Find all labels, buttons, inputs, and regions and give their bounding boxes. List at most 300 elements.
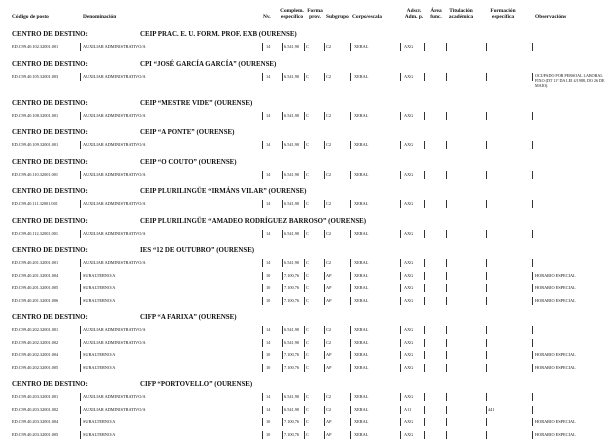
cell-separator [532,259,533,267]
cell-separator [324,230,325,238]
cell-separator [446,141,447,149]
cell-separator [486,418,487,426]
cell-separator [486,406,487,414]
cell-complemento: 7.100,76 [284,352,300,357]
cell-separator [350,339,351,347]
centro-destino-label: CENTRO DE DESTINO: [12,129,88,136]
cell-adscricion: AXG [404,352,414,357]
table-row [0,71,615,88]
centro-destino-name: CPI “JOSÉ GARCÍA GARCÍA” (OURENSE) [140,60,277,68]
cell-forma: C [306,352,309,357]
cell-separator [532,339,533,347]
cell-denominacion: AUXILIAR ADMINISTRATIVO/A [83,112,146,118]
centro-destino-label: CENTRO DE DESTINO: [12,314,88,321]
cell-forma: C [306,327,309,332]
cell-codigo: ED.C99.40.202.32001.005 [12,364,59,370]
cell-separator [262,364,263,372]
cell-separator [282,339,283,347]
cell-separator [532,43,533,51]
table-row [0,295,615,307]
cell-separator [324,73,325,81]
cell-separator [324,339,325,347]
cell-separator [80,406,81,414]
table-row [0,139,615,151]
cell-separator [262,326,263,334]
cell-denominacion: SUBALTERNO/A [83,272,116,278]
cell-subgrupo: AP [326,419,332,424]
cell-codigo: ED.C99.40.102.32001.001 [12,44,59,49]
cell-separator [350,171,351,179]
cell-separator [446,171,447,179]
cell-separator [324,406,325,414]
cell-complemento: 7.100,76 [284,431,300,437]
cell-observacions: HORARIO ESPECIAL [535,352,576,357]
cell-observacions: HORARIO ESPECIAL [535,272,576,278]
centro-destino-name: CEIP “MESTRE VIDE” (OURENSE) [140,99,253,107]
cell-separator [324,326,325,334]
cell-separator [324,171,325,179]
column-header-nivel: Nv. [263,14,271,20]
cell-separator [424,284,425,292]
cell-corpo: XERAL [354,419,369,424]
cell-separator [304,112,305,120]
centro-destino-label: CENTRO DE DESTINO: [12,247,88,254]
centro-destino-name: CIFP “PORTOVELLO” (OURENSE) [140,381,253,388]
cell-complemento: 6.541,90 [284,394,300,399]
cell-separator [400,351,401,359]
cell-separator [486,230,487,238]
cell-separator [424,418,425,426]
cell-separator [400,326,401,334]
cell-separator [400,393,401,401]
cell-separator [350,230,351,238]
cell-corpo: XERAL [354,339,369,345]
cell-separator [424,364,425,372]
cell-separator [304,351,305,359]
cell-forma: C [306,297,309,303]
cell-forma: C [306,406,309,412]
cell-separator [486,393,487,401]
cell-separator [486,326,487,334]
centro-destino-name: CEIP “A PONTE” (OURENSE) [140,129,235,136]
cell-separator [486,73,487,81]
cell-separator [324,418,325,426]
cell-observacions: HORARIO ESPECIAL [535,431,576,437]
column-header-titulacion: Titulación académica [448,8,474,20]
cell-separator [282,272,283,280]
cell-codigo: ED.C99.40.201.32001.001 [12,260,59,265]
cell-codigo: ED.C99.40.201.32001.005 [12,285,59,290]
cell-nivel: 14 [266,260,271,265]
cell-forma: C [306,260,309,265]
cell-separator [304,73,305,81]
cell-separator [446,393,447,401]
cell-separator [304,200,305,208]
centro-destino-name: CIFP “A FARIXA” (OURENSE) [140,314,237,321]
cell-separator [262,393,263,401]
cell-corpo: XERAL [354,171,369,177]
cell-separator [80,431,81,439]
cell-adscricion: AXG [404,73,414,79]
cell-separator [282,364,283,372]
cell-separator [400,171,401,179]
cell-separator [400,364,401,372]
cell-corpo: XERAL [354,201,369,206]
cell-separator [304,43,305,51]
cell-complemento: 7.100,76 [284,419,300,424]
cell-separator [282,200,283,208]
cell-separator [532,171,533,179]
cell-complemento: 6.541,90 [284,73,300,79]
table-row [0,41,615,53]
cell-separator [262,351,263,359]
cell-observacions: HORARIO ESPECIAL [535,419,576,424]
cell-separator [486,297,487,305]
cell-separator [80,351,81,359]
cell-nivel: 10 [266,352,271,357]
cell-corpo: XERAL [354,394,369,399]
cell-complemento: 6.541,90 [284,230,300,236]
cell-separator [400,431,401,439]
cell-nivel: 14 [266,327,271,332]
cell-separator [350,418,351,426]
cell-separator [486,171,487,179]
cell-separator [350,284,351,292]
cell-separator [446,259,447,267]
cell-separator [424,272,425,280]
table-row [0,337,615,349]
cell-separator [80,393,81,401]
cell-forma: C [306,73,309,79]
cell-forma: C [306,112,309,118]
column-header-codigo: Código de posto [12,14,49,20]
cell-separator [262,272,263,280]
cell-separator [262,431,263,439]
cell-separator [486,351,487,359]
cell-separator [350,364,351,372]
cell-nivel: 14 [266,230,271,236]
cell-adscricion: AXG [404,272,414,278]
cell-complemento: 6.541,90 [284,112,300,118]
cell-nivel: 14 [266,44,271,49]
cell-separator [532,112,533,120]
table-row [0,257,615,269]
cell-separator [350,326,351,334]
cell-codigo: ED.C99.40.202.32001.002 [12,339,59,345]
cell-codigo: ED.C99.40.201.32001.004 [12,272,59,278]
cell-forma: C [306,44,309,49]
cell-separator [424,259,425,267]
cell-separator [80,200,81,208]
cell-separator [350,351,351,359]
cell-separator [304,259,305,267]
cell-separator [350,297,351,305]
cell-separator [446,230,447,238]
cell-corpo: XERAL [354,142,369,147]
cell-adscricion: A11 [404,406,412,412]
cell-denominacion: AUXILIAR ADMINISTRATIVO/A [83,339,146,345]
cell-separator [80,364,81,372]
cell-subgrupo: AP [326,364,332,370]
cell-forma: C [306,431,309,437]
cell-separator [424,431,425,439]
cell-separator [262,171,263,179]
cell-separator [424,43,425,51]
cell-separator [446,418,447,426]
cell-codigo: ED.C99.40.111.32001.001 [12,201,58,206]
cell-separator [282,297,283,305]
cell-adscricion: AXG [404,230,414,236]
cell-separator [446,297,447,305]
centro-destino-label: CENTRO DE DESTINO: [12,60,88,68]
cell-separator [304,284,305,292]
cell-denominacion: SUBALTERNO/A [83,364,116,370]
cell-subgrupo: C2 [326,142,332,147]
cell-subgrupo: C2 [326,394,332,399]
cell-separator [80,43,81,51]
cell-adscricion: AXG [404,201,414,206]
table-row [0,416,615,428]
table-row [0,169,615,181]
cell-observacions: HORARIO ESPECIAL [535,285,576,290]
cell-adscricion: AXG [404,394,414,399]
cell-adscricion: AXG [404,364,414,370]
cell-separator [424,112,425,120]
cell-separator [324,272,325,280]
cell-separator [324,200,325,208]
table-row [0,349,615,361]
cell-separator [282,73,283,81]
cell-separator [446,272,447,280]
cell-separator [262,259,263,267]
cell-codigo: ED.C99.40.203.32001.001 [12,394,59,399]
cell-subgrupo: C2 [326,406,332,412]
cell-separator [80,297,81,305]
column-header-corpo: Corpo/escala [352,14,382,20]
cell-separator [446,326,447,334]
cell-codigo: ED.C99.40.108.32001.001 [12,112,59,118]
cell-denominacion: AUXILIAR ADMINISTRATIVO/A [83,406,146,412]
cell-denominacion: AUXILIAR ADMINISTRATIVO/A [83,73,146,79]
cell-forma: C [306,142,309,147]
cell-separator [424,351,425,359]
cell-separator [80,272,81,280]
cell-separator [262,339,263,347]
table-row [0,282,615,294]
cell-complemento: 6.541,90 [284,171,300,177]
cell-separator [446,406,447,414]
cell-separator [304,326,305,334]
cell-separator [282,393,283,401]
cell-separator [282,418,283,426]
cell-subgrupo: AP [326,285,332,290]
cell-adscricion: AXG [404,339,414,345]
cell-corpo: XERAL [354,327,369,332]
cell-complemento: 7.100,76 [284,272,300,278]
cell-forma: C [306,419,309,424]
cell-separator [532,351,533,359]
cell-separator [324,351,325,359]
centro-destino-label: CENTRO DE DESTINO: [12,217,88,225]
cell-separator [446,73,447,81]
cell-separator [350,272,351,280]
column-header-observacions: Observacións [535,14,567,20]
cell-corpo: XERAL [354,297,369,303]
cell-separator [324,141,325,149]
cell-nivel: 14 [266,112,271,118]
cell-separator [532,326,533,334]
cell-denominacion: SUBALTERNO/A [83,352,116,357]
cell-complemento: 6.541,90 [284,327,300,332]
cell-separator [400,284,401,292]
cell-separator [446,284,447,292]
cell-separator [282,171,283,179]
cell-separator [80,418,81,426]
cell-separator [80,284,81,292]
cell-separator [350,200,351,208]
cell-subgrupo: AP [326,297,332,303]
cell-separator [532,230,533,238]
cell-separator [282,326,283,334]
column-header-adscricion: Adscr. Adm. p. [404,8,424,20]
cell-separator [486,284,487,292]
cell-adscricion: AXG [404,112,414,118]
cell-nivel: 14 [266,201,271,206]
cell-nivel: 14 [266,171,271,177]
centro-destino-label: CENTRO DE DESTINO: [12,381,88,388]
cell-forma: C [306,171,309,177]
column-header-denominacion: Denominación [83,14,117,20]
cell-complemento: 7.100,76 [284,297,300,303]
cell-forma: C [306,201,309,206]
cell-separator [532,364,533,372]
cell-separator [262,200,263,208]
cell-separator [532,406,533,414]
cell-subgrupo: AP [326,272,332,278]
cell-subgrupo: C2 [326,44,332,49]
cell-codigo: ED.C99.40.202.32001.001 [12,327,59,332]
cell-separator [350,393,351,401]
column-header-area: Área func. [430,8,442,20]
centro-destino-name: CEIP “O COUTO” (OURENSE) [140,158,237,166]
cell-separator [304,230,305,238]
cell-separator [350,141,351,149]
cell-denominacion: SUBALTERNO/A [83,419,116,424]
column-header-forma: Forma prov. [307,8,323,20]
cell-separator [424,230,425,238]
cell-adscricion: AXG [404,44,414,49]
cell-separator [324,43,325,51]
cell-adscricion: AXG [404,297,414,303]
cell-separator [262,418,263,426]
cell-separator [446,339,447,347]
cell-nivel: 14 [266,339,271,345]
column-header-formacion: Formación específica [490,8,516,20]
cell-separator [446,112,447,120]
column-header-complemento: Complem. específico [280,8,304,20]
cell-separator [400,406,401,414]
cell-separator [282,259,283,267]
cell-corpo: XERAL [354,406,369,412]
column-header-subgrupo: Subgrupo [326,14,349,20]
cell-separator [446,364,447,372]
cell-nivel: 10 [266,364,271,370]
cell-corpo: XERAL [354,44,369,49]
cell-separator [304,272,305,280]
cell-separator [400,43,401,51]
cell-separator [400,339,401,347]
table-row [0,110,615,122]
cell-separator [532,284,533,292]
cell-separator [304,339,305,347]
cell-observacions: HORARIO ESPECIAL [535,297,576,303]
cell-adscricion: AXG [404,285,414,290]
cell-separator [400,272,401,280]
cell-separator [424,297,425,305]
cell-separator [350,431,351,439]
cell-separator [282,230,283,238]
cell-separator [282,351,283,359]
cell-denominacion: AUXILIAR ADMINISTRATIVO/A [83,201,146,206]
cell-separator [80,112,81,120]
cell-denominacion: AUXILIAR ADMINISTRATIVO/A [83,230,146,236]
cell-separator [80,171,81,179]
cell-forma: C [306,394,309,399]
cell-separator [262,297,263,305]
cell-nivel: 14 [266,73,271,79]
centro-destino-label: CENTRO DE DESTINO: [12,99,88,107]
cell-adscricion: AXG [404,431,414,437]
cell-subgrupo: C2 [326,230,332,236]
cell-separator [282,284,283,292]
cell-complemento: 7.100,76 [284,285,300,290]
cell-separator [80,141,81,149]
cell-separator [486,43,487,51]
cell-adscricion: AXG [404,419,414,424]
cell-separator [486,141,487,149]
centro-destino-name: IES “12 DE OUTUBRO” (OURENSE) [140,247,255,254]
table-row [0,198,615,210]
cell-nivel: 10 [266,297,271,303]
cell-separator [400,297,401,305]
cell-separator [304,364,305,372]
table-row [0,228,615,240]
cell-separator [324,259,325,267]
cell-complemento: 6.541,90 [284,260,300,265]
cell-separator [304,297,305,305]
cell-denominacion: SUBALTERNO/A [83,431,116,437]
cell-separator [400,141,401,149]
cell-separator [400,112,401,120]
cell-separator [424,171,425,179]
cell-complemento: 6.541,90 [284,44,300,49]
cell-corpo: XERAL [354,112,369,118]
cell-complemento: 6.541,90 [284,339,300,345]
cell-separator [446,431,447,439]
cell-nivel: 14 [266,406,271,412]
cell-separator [304,431,305,439]
cell-separator [532,272,533,280]
cell-codigo: ED.C99.40.203.32001.002 [12,406,59,412]
cell-separator [282,112,283,120]
cell-subgrupo: C2 [326,201,332,206]
cell-subgrupo: AP [326,431,332,437]
cell-subgrupo: C2 [326,171,332,177]
centro-destino-label: CENTRO DE DESTINO: [12,188,88,195]
cell-separator [304,418,305,426]
cell-separator [446,43,447,51]
cell-separator [80,73,81,81]
